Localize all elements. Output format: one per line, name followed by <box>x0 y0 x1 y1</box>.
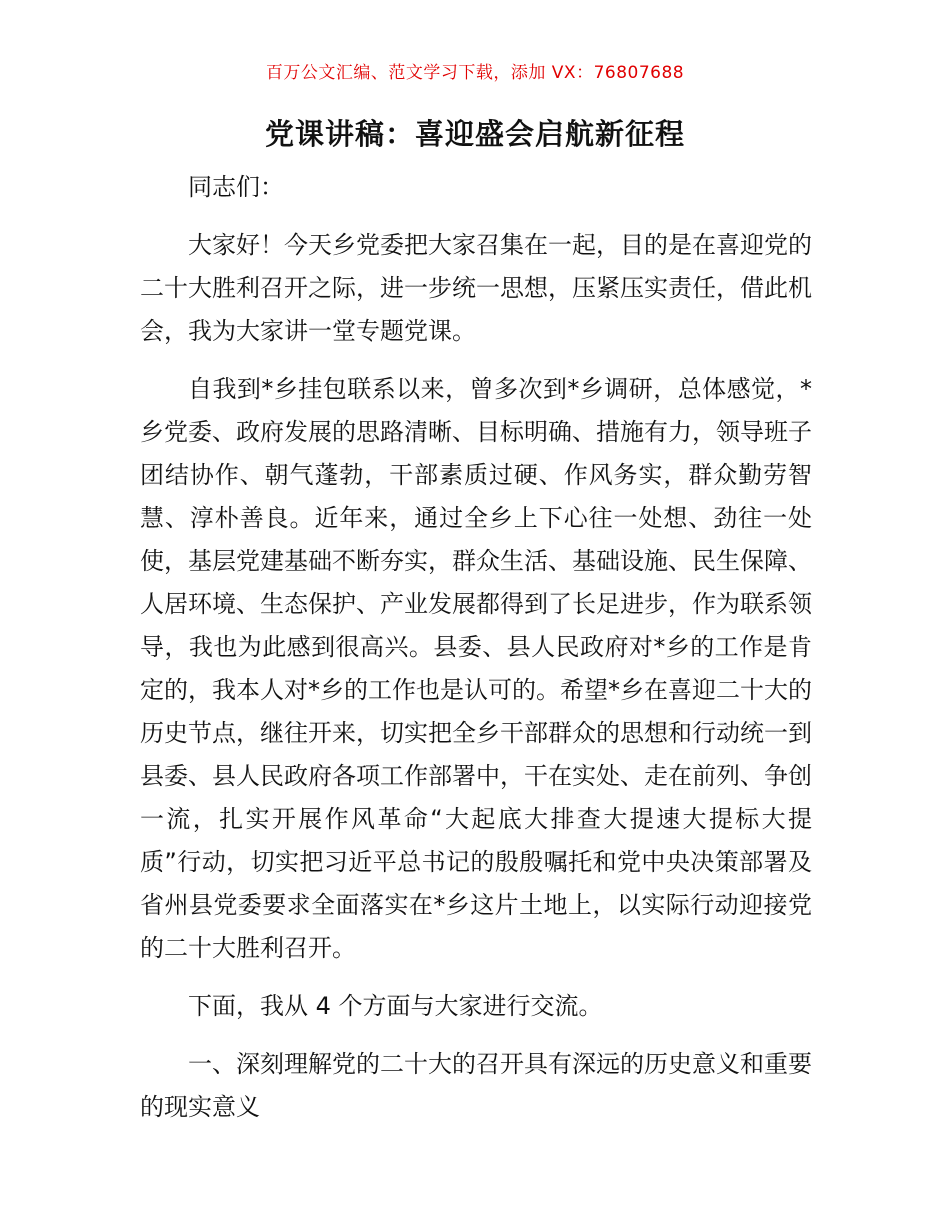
document-body <box>140 166 812 1144</box>
greeting: 同志们： <box>188 173 284 201</box>
paragraph-intro: 大家好！今天乡党委把大家召集在一起，目的是在喜迎党的二十大胜利召开之际，进一步统一思想，压紧压实责任，借此机会，我为大家讲一堂专题党课。 <box>140 231 812 345</box>
paragraph-transition: 下面，我从 4 个方面与大家进行交流。 <box>188 992 603 1020</box>
paragraph-main: 自我到*乡挂包联系以来，曾多次到*乡调研，总体感觉，*乡党委、政府发展的思路清晰、目标明确、措施有力，领导班子团结协作、朝气蓬勃，干部素质过硬、作风务实，群众勤劳智慧、淳朴善良。近年来，通过全乡上下心往一处想、劲往一处使，基层党建基础不断夯实，群众生活、基础设施、民生保障、人居环境、生态保护、产业发展都得到了长足进步，作为联系领导，我也为此感到很高兴。县委、县人民政府对*乡的工作是肯定的，我本人对*乡的工作也是认可的。希望*乡在喜迎二十大的历史节点，继往开来，切实把全乡干部群众的思想和行动统一到县委、县人民政府各项工作部署中，干在实处、走在前列、争创一流，扎实开展作风革命“大起底大排查大提速大提标大提质”行动，切实把习近平总书记的殷殷嘱托和党中央决策部署及省州县党委要求全面落实在*乡这片土地上，以实际行动迎接党的二十大胜利召开。 <box>140 375 812 962</box>
watermark-header: 百万公文汇编、范文学习下载，添加 VX：76807688 <box>265 63 685 83</box>
section-heading-1: 一、深刻理解党的二十大的召开具有深远的历史意义和重要的现实意义 <box>140 1050 812 1121</box>
page-title: 党课讲稿：喜迎盛会启航新征程 <box>264 117 685 151</box>
